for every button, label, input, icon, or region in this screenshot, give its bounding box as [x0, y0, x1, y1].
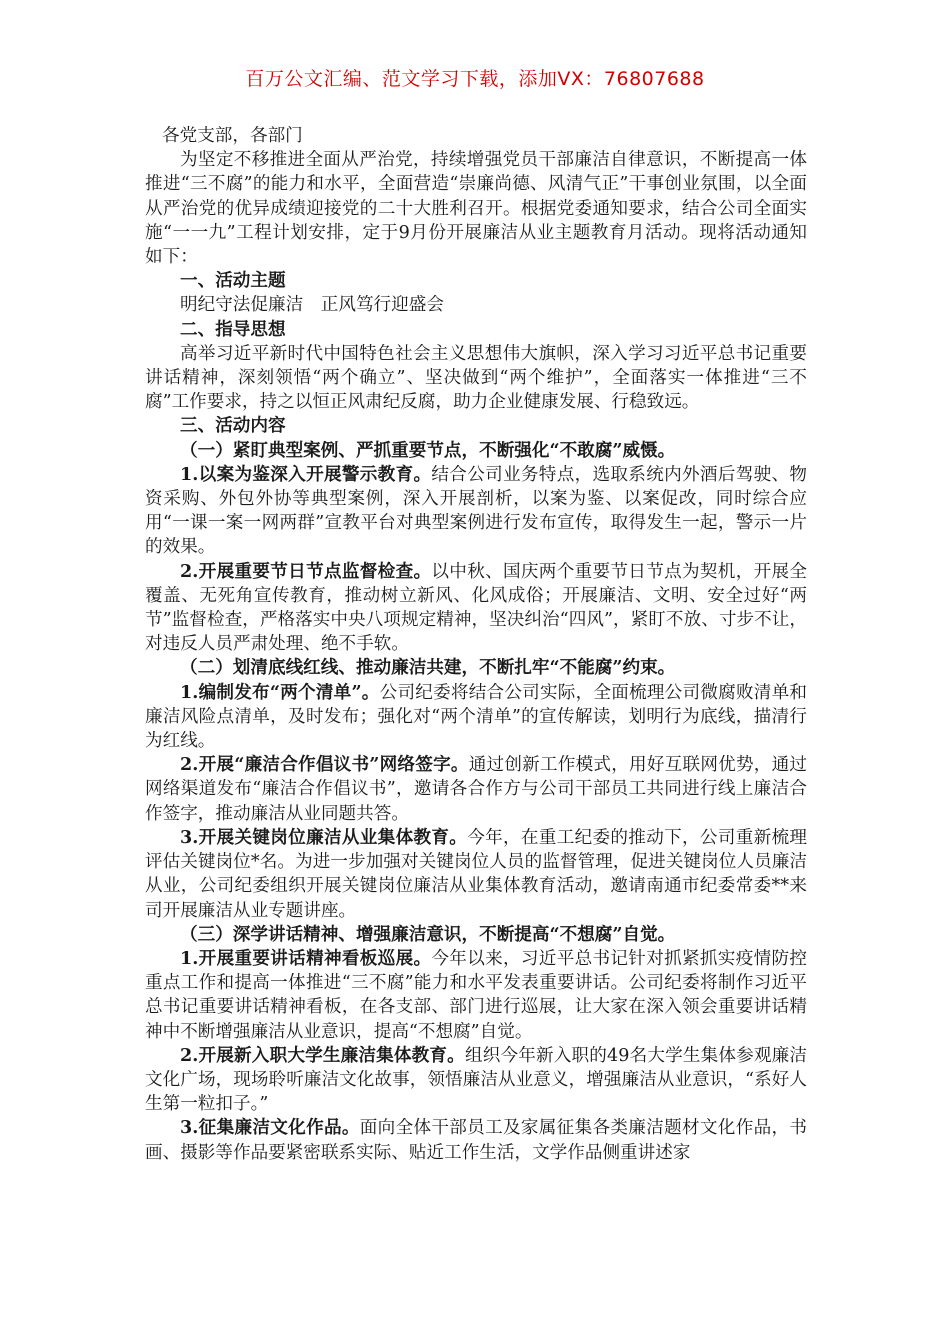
section-heading-theme: 一、活动主题 — [180, 270, 286, 292]
item-text: 今年以来，习近平总书记针对抓紧抓实疫情防控重点工作和提高一体推进“三不腐”能力和水平发表重要讲话。公司纪委将制作习近平总书记重要讲话精神看板，在各支部、部门进行巡展，让大家在深入领会重要讲话精神中不断增强廉洁从业意识，提高“不想腐”自觉。 — [145, 948, 807, 1042]
intro-paragraph: 为坚定不移推进全面从严治党，持续增强党员干部廉洁自律意识，不断提高一体推进“三不腐”的能力和水平，全面营造“崇廉尚德、风清气正”干事创业氛围，以全面从严治党的优异成绩迎接党的二十大胜利召开。根据党委通知要求，结合公司全面实施“一一九”工程计划安排，定于9月份开展廉洁从业主题教育月活动。现将活动通知如下： — [145, 150, 807, 268]
document-body — [145, 124, 807, 1165]
theme-text: 明纪守法促廉洁 正风笃行迎盛会 — [180, 295, 444, 316]
item-text: 公司纪委将结合公司实际，全面梳理公司微腐败清单和廉洁风险点清单，及时发布；强化对“两个清单”的宣传解读，划明行为底线，描清行为红线。 — [145, 682, 807, 752]
item-text: 今年，在重工纪委的推动下，公司重新梳理评估关键岗位*名。为进一步加强对关键岗位人员的监督管理，促进关键岗位人员廉洁从业，公司纪委组织开展关键岗位廉洁从业集体教育活动，邀请南通市纪委常委**来司开展廉洁从业专题讲座。 — [145, 827, 807, 921]
subsection-title-3: （三）深学讲话精神、增强廉洁意识，不断提高“不想腐”自觉。 — [180, 923, 676, 945]
item-text: 面向全体干部员工及家属征集各类廉洁题材文化作品，书画、摄影等作品要紧密联系实际、贴近工作生活，文学作品侧重讲述家 — [145, 1118, 807, 1163]
item-lead: 3.开展关键岗位廉洁从业集体教育。 — [180, 826, 468, 848]
list-item — [145, 826, 807, 923]
list-item — [145, 753, 807, 826]
list-item — [145, 1116, 807, 1164]
list-item — [145, 1044, 807, 1117]
item-lead: 2.开展重要节日节点监督检查。 — [180, 560, 432, 582]
list-item — [145, 560, 807, 657]
guiding-text: 高举习近平新时代中国特色社会主义思想伟大旗帜，深入学习习近平总书记重要讲话精神，深刻领悟“两个确立”、坚决做到“两个维护”，全面落实一体推进“三不腐”工作要求，持之以恒正风肃纪反腐，助力企业健康发展、行稳致远。 — [145, 343, 807, 413]
item-text: 组织今年新入职的49名大学生集体参观廉洁文化广场，现场聆听廉洁文化故事，领悟廉洁从业意义，增强廉洁从业意识，“系好人生第一粒扣子。” — [145, 1045, 808, 1115]
list-item — [145, 947, 807, 1044]
item-text: 结合公司业务特点，选取系统内外酒后驾驶、物资采购、外包外协等典型案例，深入开展剖析，以案为鉴、以案促改，同时综合应用“一课一案一网两群”宣教平台对典型案例进行发布宣传，取得发生一起，警示一片的效果。 — [145, 464, 807, 558]
subsection-title-2: （二）划清底线红线、推动廉洁共建，不断扎牢“不能腐”约束。 — [180, 657, 676, 679]
list-item — [145, 463, 807, 560]
section-heading-guiding: 二、指导思想 — [180, 318, 286, 340]
watermark-banner: 百万公文汇编、范文学习下载，添加VX：76807688 — [245, 68, 705, 90]
greeting: 各党支部，各部门 — [162, 126, 303, 146]
item-text: 以中秋、国庆两个重要节日节点为契机，开展全覆盖、无死角宣传教育，推动树立新风、化风成俗；开展廉洁、文明、安全过好“两节”监督检查，严格落实中央八项规定精神，坚决纠治“四风”，紧盯不放、寸步不让，对违反人员严肃处理、绝不手软。 — [145, 561, 807, 655]
section-heading-content: 三、活动内容 — [180, 415, 286, 437]
list-item — [145, 681, 807, 754]
item-lead: 2.开展新入职大学生廉洁集体教育。 — [180, 1044, 465, 1066]
subsection-title-1: （一）紧盯典型案例、严抓重要节点，不断强化“不敢腐”威慑。 — [180, 439, 676, 461]
item-lead: 1.以案为鉴深入开展警示教育。 — [180, 463, 432, 485]
item-lead: 1.开展重要讲话精神看板巡展。 — [180, 947, 432, 969]
item-lead: 1.编制发布“两个清单”。 — [180, 681, 380, 703]
item-lead: 3.征集廉洁文化作品。 — [180, 1117, 360, 1139]
item-lead: 2.开展“廉洁合作倡议书”网络签字。 — [180, 754, 469, 776]
item-text: 通过创新工作模式，用好互联网优势，通过网络渠道发布“廉洁合作倡议书”，邀请各合作方与公司干部员工共同进行线上廉洁合作签字，推动廉洁从业同题共答。 — [145, 755, 807, 824]
